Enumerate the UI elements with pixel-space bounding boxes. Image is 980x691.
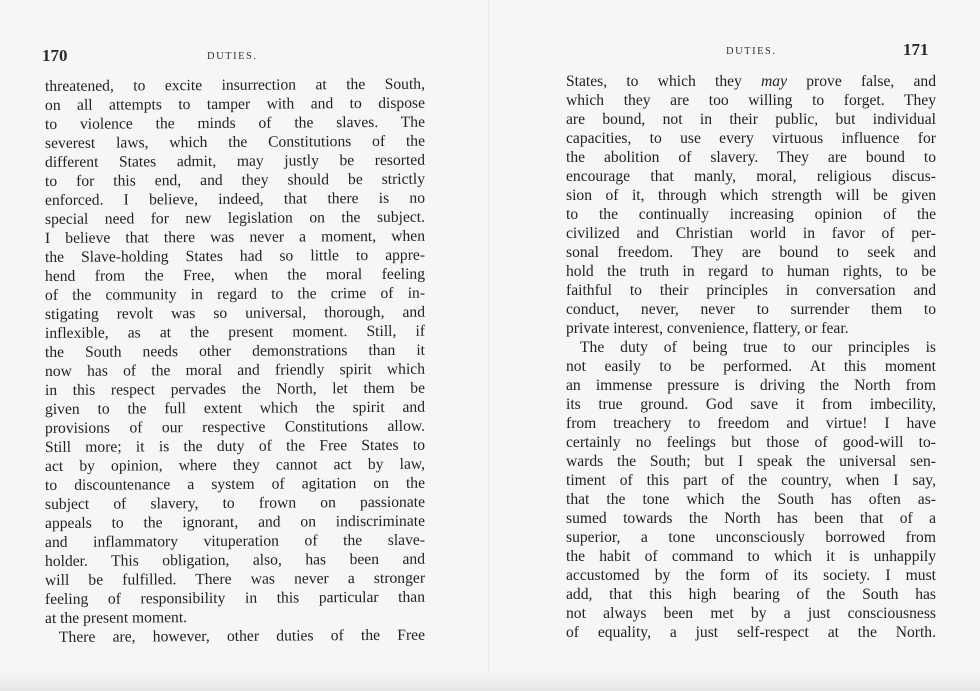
text-line: of the community in regard to the crime of in- <box>44 284 426 304</box>
running-head: DUTIES. <box>207 51 258 62</box>
text-run: States, to which they <box>566 73 762 90</box>
text-line: feeling of responsibility in this particular than <box>44 588 426 608</box>
text-line: special need for new legislation on the subject. <box>44 208 426 228</box>
text-line: different States admit, may justly be resorted <box>44 151 426 171</box>
text-line: at the present moment. <box>44 609 188 627</box>
text-line: the abolition of slavery. They are bound to <box>566 149 936 166</box>
page-number: 171 <box>903 40 929 59</box>
text-line: civilized and Christian world in favor of per- <box>566 225 936 242</box>
text-line: and inflammatory vituperation of the slave- <box>44 531 426 551</box>
page-body-text <box>566 72 936 642</box>
page-body-text <box>45 77 425 647</box>
text-line: private interest, convenience, flattery, or fear. <box>566 320 849 337</box>
text-line: on all attempts to tamper with and to dispose <box>44 94 426 114</box>
text-line: encourage that manly, moral, religious discus- <box>566 168 936 185</box>
text-line: the Slave-holding States had so little to appre- <box>44 246 426 266</box>
text-line: I believe that there was never a moment, when <box>44 227 426 247</box>
text-line: are bound, not in their public, but individual <box>566 111 936 128</box>
text-line: Still more; it is the duty of the Free States to <box>44 436 426 456</box>
text-line: holder. This obligation, also, has been and <box>44 550 426 570</box>
text-line: act by opinion, where they cannot act by law, <box>44 455 426 475</box>
text-line: sonal freedom. They are bound to seek and <box>566 244 936 261</box>
text-line: to the continually increasing opinion of the <box>566 206 936 223</box>
text-line: to violence the minds of the slaves. The <box>44 113 426 133</box>
text-line: capacities, to use every virtuous influence for <box>566 130 936 147</box>
text-line: that the tone which the South has often as- <box>566 491 936 508</box>
text-line <box>566 72 936 91</box>
text-line: wards the South; but I speak the universal sen- <box>566 453 936 470</box>
text-line: sion of it, through which strength will be given <box>566 187 936 204</box>
italic-emphasis: may <box>761 73 788 90</box>
text-line: now has of the moral and friendly spirit which <box>44 360 426 380</box>
text-line: enforced. I believe, indeed, that there is no <box>44 189 426 209</box>
text-line: hold the truth in regard to human rights, to be <box>566 263 936 280</box>
text-line: an immense pressure is driving the North from <box>566 377 936 394</box>
text-line: to discountenance a system of agitation on the <box>44 474 426 494</box>
text-line: faithful to their principles in conversation and <box>566 282 936 299</box>
text-line: in this respect pervades the North, let them be <box>44 379 426 399</box>
text-line: its true ground. God save it from imbecility, <box>566 396 936 413</box>
text-line: not always been met by a just consciousness <box>566 605 936 622</box>
text-line: to for this end, and they should be strictly <box>44 170 426 190</box>
text-line: inflexible, as at the present moment. Still, if <box>44 322 426 342</box>
text-line: not easily to be performed. At this moment <box>566 358 936 375</box>
text-line: sumed towards the North has been that of a <box>566 510 936 527</box>
text-line: from treachery to freedom and virtue! I have <box>566 415 936 432</box>
text-line: conduct, never, never to surrender them to <box>566 301 936 318</box>
text-line: The duty of being true to our principles is <box>580 339 936 356</box>
text-line: provisions of our respective Constitutions allow. <box>44 417 426 437</box>
text-line: the South needs other demonstrations than it <box>44 341 426 361</box>
text-line: add, that this high bearing of the South has <box>566 586 936 603</box>
text-line: given to the full extent which the spirit and <box>44 398 426 418</box>
text-line: appeals to the ignorant, and on indiscriminate <box>44 512 426 532</box>
text-line: timent of this part of the country, when I say, <box>566 472 936 489</box>
text-line: severest laws, which the Constitutions of the <box>44 132 426 152</box>
right-page <box>490 0 980 691</box>
text-line: will be fulfilled. There was never a stronger <box>44 569 426 589</box>
text-line: There are, however, other duties of the Free <box>58 626 426 646</box>
text-line: stigating revolt was so universal, thorough, and <box>44 303 426 323</box>
text-run: prove false, and <box>787 73 936 90</box>
page-number: 170 <box>42 46 68 65</box>
text-line: which they are too willing to forget. They <box>566 92 936 109</box>
text-line: the habit of command to which it is unhappily <box>566 548 936 565</box>
running-head: DUTIES. <box>726 46 777 57</box>
text-line: hend from the Free, when the moral feeling <box>44 265 426 285</box>
text-line: accustomed by the form of its society. I must <box>566 567 936 584</box>
text-line: certainly no feelings but those of good-will to- <box>566 434 936 451</box>
left-page <box>0 0 488 691</box>
text-line: superior, a tone unconsciously borrowed from <box>566 529 936 546</box>
text-line: of equality, a just self-respect at the North. <box>566 624 936 641</box>
text-line: subject of slavery, to frown on passionate <box>44 493 426 513</box>
text-line: threatened, to excite insurrection at the South, <box>44 75 426 95</box>
